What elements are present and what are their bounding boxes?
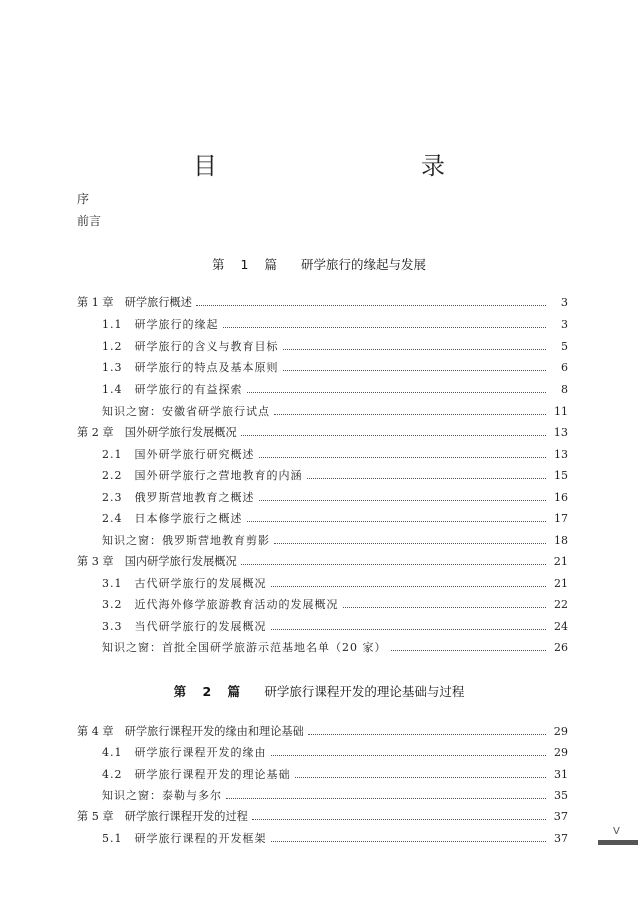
- entry-page: 29: [553, 725, 568, 738]
- entry-page: 5: [561, 340, 568, 353]
- leader-dots: [241, 435, 546, 436]
- leader-dots: [196, 305, 546, 306]
- toc-entry-ch5[interactable]: [77, 808, 568, 824]
- entry-label: 1.4 研学旅行的有益探索: [102, 383, 243, 396]
- part-1-title: 研学旅行的缘起与发展: [300, 257, 426, 272]
- entry-label: 1.1 研学旅行的缘起: [102, 318, 219, 331]
- toc-entry-1-1[interactable]: [102, 316, 568, 332]
- leader-dots: [226, 798, 546, 799]
- toc-entry-1-2[interactable]: [102, 338, 568, 354]
- page-numeral: V: [613, 826, 620, 837]
- leader-dots: [274, 543, 546, 544]
- entry-page: 8: [561, 383, 568, 396]
- entry-page: 37: [553, 810, 568, 823]
- entry-page: 11: [554, 405, 568, 418]
- entry-label: 3.1 古代研学旅行的发展概况: [102, 577, 267, 590]
- entry-label: 4.2 研学旅行课程开发的理论基础: [102, 768, 291, 781]
- entry-label: 知识之窗：俄罗斯营地教育剪影: [102, 534, 270, 547]
- entry-page: 26: [554, 641, 568, 654]
- entry-label: 1.3 研学旅行的特点及基本原则: [102, 361, 279, 374]
- toc-entry-2-4[interactable]: [102, 510, 568, 526]
- part-1-heading: [0, 255, 638, 273]
- part-1-number: 第 1 篇: [212, 257, 283, 272]
- entry-page: 24: [554, 620, 568, 633]
- entry-page: 17: [554, 512, 568, 525]
- toc-entry-ch2[interactable]: [77, 424, 568, 440]
- toc-entry-3-3[interactable]: [102, 618, 568, 634]
- leader-dots: [391, 650, 547, 651]
- leader-dots: [259, 457, 547, 458]
- leader-dots: [343, 607, 547, 608]
- entry-label: 3.2 近代海外修学旅游教育活动的发展概况: [102, 598, 339, 611]
- entry-label: 第 3 章 国内研学旅行发展概况: [77, 555, 237, 568]
- toc-entry-ch3[interactable]: [77, 553, 568, 569]
- footer-bar: [598, 840, 638, 845]
- toc-entry-knowledge-4[interactable]: [102, 787, 568, 803]
- entry-page: 16: [554, 491, 568, 504]
- entry-page: 29: [554, 746, 568, 759]
- entry-page: 22: [554, 598, 568, 611]
- entry-label: 知识之窗：安徽省研学旅行试点: [102, 405, 270, 418]
- toc-title: 目 录: [193, 152, 497, 180]
- toc-entry-2-3[interactable]: [102, 489, 568, 505]
- entry-label: 第 5 章 研学旅行课程开发的过程: [77, 810, 248, 823]
- entry-page: 35: [554, 789, 568, 802]
- entry-page: 18: [554, 534, 568, 547]
- entry-page: 31: [554, 768, 568, 781]
- preface-item-qianyan[interactable]: 前言: [77, 214, 102, 228]
- leader-dots: [295, 777, 547, 778]
- leader-dots: [223, 327, 547, 328]
- toc-entry-knowledge-1[interactable]: [102, 403, 568, 419]
- part-2-number: 第 2 篇: [173, 684, 247, 699]
- toc-entry-1-4[interactable]: [102, 381, 568, 397]
- toc-entry-knowledge-3[interactable]: [102, 639, 568, 655]
- toc-entry-knowledge-2[interactable]: [102, 532, 568, 548]
- entry-page: 6: [561, 361, 568, 374]
- leader-dots: [247, 521, 547, 522]
- entry-page: 21: [553, 555, 568, 568]
- leader-dots: [307, 478, 547, 479]
- toc-entry-3-1[interactable]: [102, 575, 568, 591]
- entry-page: 37: [554, 832, 568, 845]
- entry-label: 第 2 章 国外研学旅行发展概况: [77, 426, 237, 439]
- entry-label: 5.1 研学旅行课程的开发框架: [102, 832, 267, 845]
- entry-page: 13: [554, 448, 568, 461]
- entry-label: 第 1 章 研学旅行概述: [77, 296, 192, 309]
- entry-label: 2.1 国外研学旅行研究概述: [102, 448, 255, 461]
- toc-entry-3-2[interactable]: [102, 596, 568, 612]
- toc-entry-ch1[interactable]: [77, 294, 568, 310]
- entry-label: 第 4 章 研学旅行课程开发的缘由和理论基础: [77, 725, 304, 738]
- part-2-title: 研学旅行课程开发的理论基础与过程: [264, 684, 465, 699]
- entry-label: 2.4 日本修学旅行之概述: [102, 512, 243, 525]
- leader-dots: [252, 819, 546, 820]
- leader-dots: [259, 500, 547, 501]
- toc-entry-4-2[interactable]: [102, 766, 568, 782]
- leader-dots: [271, 841, 547, 842]
- entry-page: 13: [553, 426, 568, 439]
- leader-dots: [283, 349, 547, 350]
- entry-label: 3.3 当代研学旅行的发展概况: [102, 620, 267, 633]
- leader-dots: [283, 370, 547, 371]
- entry-label: 4.1 研学旅行课程开发的缘由: [102, 746, 267, 759]
- toc-entry-ch4[interactable]: [77, 723, 568, 739]
- leader-dots: [308, 734, 546, 735]
- entry-label: 1.2 研学旅行的含义与教育目标: [102, 340, 279, 353]
- entry-page: 21: [554, 577, 568, 590]
- entry-label: 2.2 国外研学旅行之营地教育的内涵: [102, 469, 303, 482]
- leader-dots: [271, 629, 547, 630]
- leader-dots: [271, 586, 547, 587]
- entry-label: 知识之窗：首批全国研学旅游示范基地名单（20 家）: [102, 641, 387, 654]
- toc-entry-4-1[interactable]: [102, 744, 568, 760]
- entry-page: 3: [560, 296, 568, 309]
- toc-entry-2-2[interactable]: [102, 467, 568, 483]
- toc-entry-5-1[interactable]: [102, 830, 568, 846]
- leader-dots: [274, 414, 546, 415]
- leader-dots: [271, 755, 547, 756]
- toc-entry-1-3[interactable]: [102, 359, 568, 375]
- entry-page: 15: [554, 469, 568, 482]
- leader-dots: [241, 564, 546, 565]
- entry-label: 2.3 俄罗斯营地教育之概述: [102, 491, 255, 504]
- part-2-heading: [0, 682, 638, 700]
- entry-label: 知识之窗：泰勒与多尔: [102, 789, 222, 802]
- preface-item-xu[interactable]: 序: [77, 192, 90, 206]
- entry-page: 3: [561, 318, 568, 331]
- leader-dots: [247, 392, 547, 393]
- toc-entry-2-1[interactable]: [102, 446, 568, 462]
